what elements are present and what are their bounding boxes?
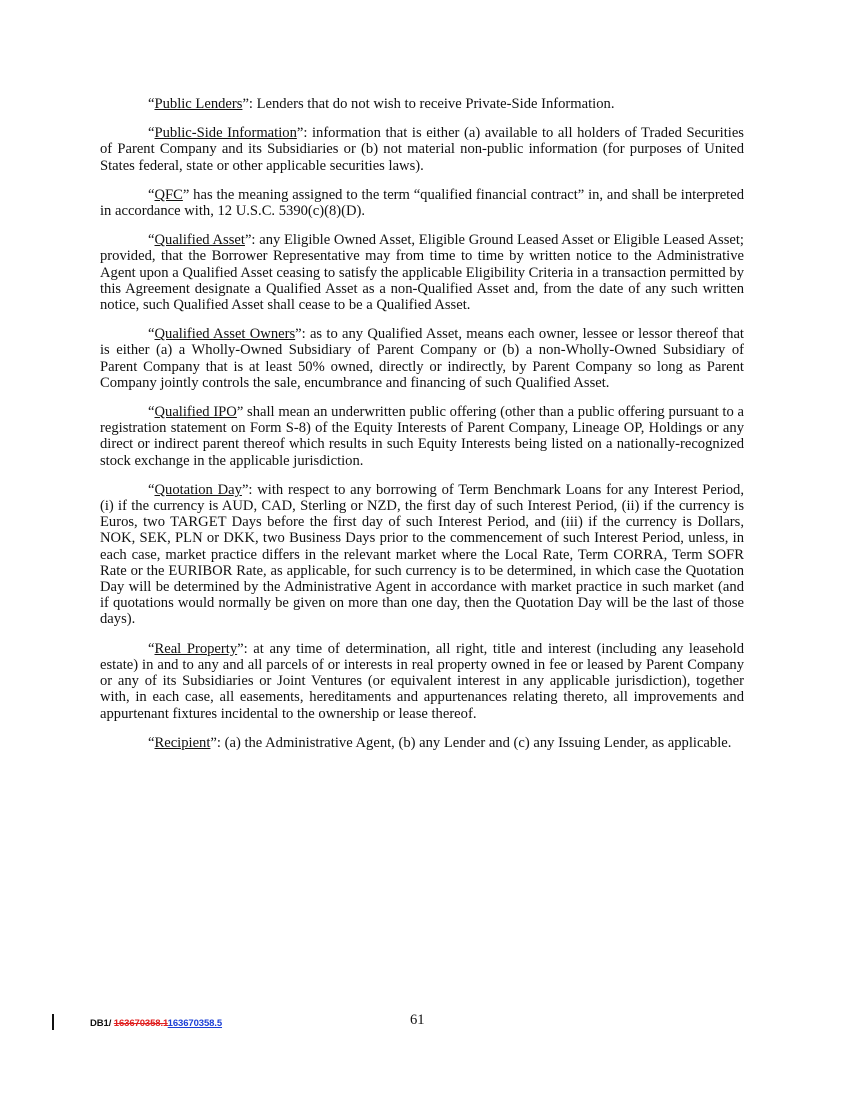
defined-term: Qualified Asset [154,232,245,249]
defined-term: Quotation Day [154,481,242,498]
document-id-inserted: 163670358.5 [167,1018,223,1029]
definition-text: ”: at any time of determination, all right, title and interest (including any leasehold estate) in and to any and all parcels of or interests in real property owned in fee or leased by Parent Company or any of its Subsidiaries or Joint Ventures (or equivalent interest in any applicable jurisdiction), together with, in each case, all easements, hereditaments and appurtenances relating thereto, all improvements and appurtenant fixtures incidental to the ownership or lease thereof. [100,640,744,722]
defined-term: Qualified Asset Owners [154,326,296,343]
page-number: 61 [410,1012,425,1028]
definition-text: ”: information that is either (a) available to all holders of Traded Securities of Parent Company and its Subsidiaries or (b) not material non-public information (for purposes of United States federal, state or other applicable securities laws). [100,125,744,174]
open-quote: “ [148,232,155,249]
open-quote: “ [148,326,155,343]
definition-real-property [100,641,744,722]
definition-qualified-asset [100,232,744,313]
definition-qualified-ipo [100,404,744,469]
definition-qfc [100,187,744,219]
defined-term: QFC [154,186,183,203]
definition-recipient [100,735,744,751]
definition-public-lenders [100,96,744,112]
definition-qualified-asset-owners [100,326,744,391]
definition-text: ”: as to any Qualified Asset, means each owner, lessee or lessor thereof that is either (a) a Wholly-Owned Subsidiary of Parent Company or (b) a non-Wholly-Owned Subsidiary of Parent Company that is at least 50% owned, directly or indirectly, by Parent Company so long as Parent Company jointly controls the sale, encumbrance and financing of such Qualified Asset. [100,326,744,391]
definition-quotation-day [100,482,744,628]
open-quote: “ [148,481,155,498]
document-id-deleted: 163670358.1 [113,1018,168,1029]
definition-text: ”: with respect to any borrowing of Term Benchmark Loans for any Interest Period, (i) if the currency is AUD, CAD, Sterling or NZD, the first day of such Interest Period, (ii) if the currency is Euros, two TARGET Days before the first day of such Interest Period, and (iii) if the currency is Dollars, NOK, SEK, PLN or DKK, two Business Days prior to the commencement of such Interest Period, unless, in each case, market practice differs in the relevant market where the Local Rate, Term CORRA, Term SOFR Rate or the EURIBOR Rate, as applicable, for such currency is to be determined, in which case the Quotation Day will be determined by the Administrative Agent in accordance with market practice in such market (and if quotations would normally be given on more than one day, then the Quotation Day will be the last of those days). [100,481,744,628]
definition-text: ”: Lenders that do not wish to receive Private-Side Information. [242,96,615,112]
definition-text: ”: any Eligible Owned Asset, Eligible Ground Leased Asset or Eligible Leased Asset; provided, that the Borrower Representative may from time to time by written notice to the Administrative Agent upon a Qualified Asset ceasing to satisfy the applicable Eligibility Criteria in a transaction permitted by this Agreement designate a Qualified Asset as a non-Qualified Asset and, from the date of any such written notice, such Qualified Asset shall cease to be a Qualified Asset. [100,232,744,314]
revision-change-bar [52,1014,54,1030]
definition-text: ” has the meaning assigned to the term “qualified financial contract” in, and shall be interpreted in accordance with, 12 U.S.C. 5390(c)(8)(D). [100,186,744,220]
definition-text: ” shall mean an underwritten public offering (other than a public offering pursuant to a registration statement on Form S-8) of the Equity Interests of Parent Company, Lineage OP, Holdings or any direct or indirect parent thereof which results in such Equity Interests being listed on a nationally-recognized stock exchange in the applicable jurisdiction. [100,404,744,469]
open-quote: “ [148,186,155,203]
defined-term: Public-Side Information [154,125,297,142]
document-id-prefix: DB1/ [90,1018,114,1029]
defined-term: Real Property [154,640,238,657]
open-quote: “ [148,125,155,142]
document-body [100,96,744,764]
page-footer [52,1010,796,1040]
defined-term: Recipient [154,734,211,751]
open-quote: “ [148,734,155,751]
open-quote: “ [148,640,155,657]
definition-public-side-information [100,125,744,174]
defined-term: Qualified IPO [154,404,237,421]
document-id [90,1018,222,1029]
open-quote: “ [148,96,155,112]
defined-term: Public Lenders [154,96,243,112]
open-quote: “ [148,404,155,421]
definition-text: ”: (a) the Administrative Agent, (b) any Lender and (c) any Issuing Lender, as applicable. [210,734,732,751]
